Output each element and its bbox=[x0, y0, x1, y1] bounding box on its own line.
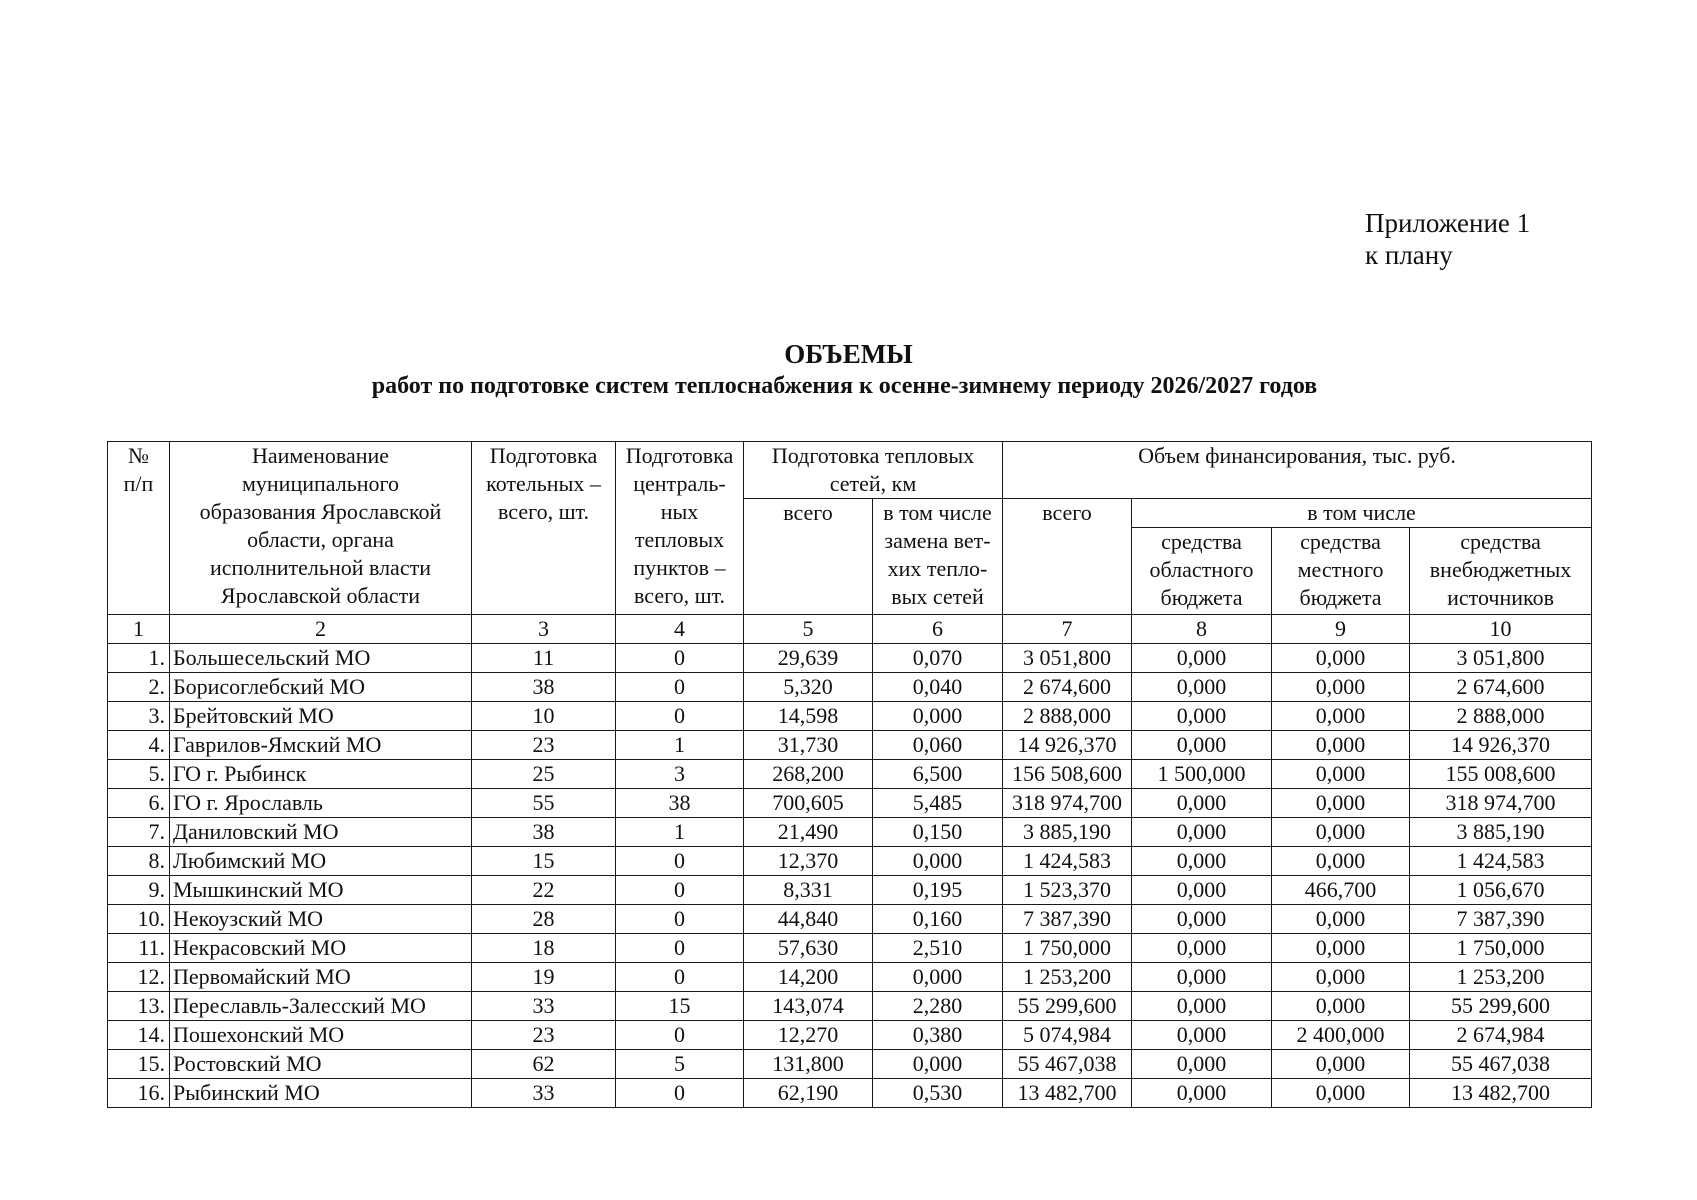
header-funding: Объем финансирования, тыс. руб. bbox=[1003, 442, 1592, 499]
column-number: 5 bbox=[744, 615, 873, 644]
networks-replacement-km: 0,160 bbox=[873, 905, 1003, 934]
networks-total-km: 700,605 bbox=[744, 789, 873, 818]
column-number: 2 bbox=[170, 615, 472, 644]
funding-regional: 0,000 bbox=[1132, 992, 1272, 1021]
funding-local: 0,000 bbox=[1272, 702, 1410, 731]
heat-points-count: 3 bbox=[616, 760, 744, 789]
boilers-count: 23 bbox=[472, 1021, 616, 1050]
header-local-budget: средства местного бюджета bbox=[1272, 528, 1410, 615]
table-body bbox=[108, 644, 1592, 1108]
funding-extrabudgetary: 2 888,000 bbox=[1410, 702, 1592, 731]
heat-points-count: 0 bbox=[616, 1021, 744, 1050]
table-row bbox=[108, 1021, 1592, 1050]
column-number: 7 bbox=[1003, 615, 1132, 644]
column-number: 8 bbox=[1132, 615, 1272, 644]
heat-points-count: 1 bbox=[616, 818, 744, 847]
networks-total-km: 12,370 bbox=[744, 847, 873, 876]
networks-total-km: 5,320 bbox=[744, 673, 873, 702]
funding-local: 0,000 bbox=[1272, 644, 1410, 673]
row-index: 13. bbox=[108, 992, 170, 1021]
networks-total-km: 14,598 bbox=[744, 702, 873, 731]
boilers-count: 62 bbox=[472, 1050, 616, 1079]
funding-regional: 0,000 bbox=[1132, 1079, 1272, 1108]
heat-points-count: 0 bbox=[616, 702, 744, 731]
municipality-name: Даниловский МО bbox=[170, 818, 472, 847]
funding-total: 1 523,370 bbox=[1003, 876, 1132, 905]
funding-extrabudgetary: 55 299,600 bbox=[1410, 992, 1592, 1021]
municipality-name: Рыбинский МО bbox=[170, 1079, 472, 1108]
header-heat-points: Подготовка централь- ных тепловых пунктов – всего, шт. bbox=[616, 442, 744, 615]
boilers-count: 33 bbox=[472, 992, 616, 1021]
municipality-name: ГО г. Ярославль bbox=[170, 789, 472, 818]
networks-replacement-km: 0,000 bbox=[873, 702, 1003, 731]
table-row bbox=[108, 876, 1592, 905]
table-row bbox=[108, 1050, 1592, 1079]
networks-total-km: 31,730 bbox=[744, 731, 873, 760]
funding-regional: 0,000 bbox=[1132, 963, 1272, 992]
header-funding-including: в том числе bbox=[1132, 499, 1592, 528]
row-index: 8. bbox=[108, 847, 170, 876]
row-index: 3. bbox=[108, 702, 170, 731]
heat-points-count: 38 bbox=[616, 789, 744, 818]
municipality-name: Любимский МО bbox=[170, 847, 472, 876]
boilers-count: 18 bbox=[472, 934, 616, 963]
column-number: 10 bbox=[1410, 615, 1592, 644]
networks-replacement-km: 0,530 bbox=[873, 1079, 1003, 1108]
table-row bbox=[108, 963, 1592, 992]
table-row bbox=[108, 702, 1592, 731]
funding-local: 0,000 bbox=[1272, 1079, 1410, 1108]
header-boilers: Подготовка котельных – всего, шт. bbox=[472, 442, 616, 615]
funding-extrabudgetary: 55 467,038 bbox=[1410, 1050, 1592, 1079]
boilers-count: 22 bbox=[472, 876, 616, 905]
funding-local: 0,000 bbox=[1272, 731, 1410, 760]
row-index: 9. bbox=[108, 876, 170, 905]
boilers-count: 28 bbox=[472, 905, 616, 934]
networks-total-km: 8,331 bbox=[744, 876, 873, 905]
funding-total: 2 888,000 bbox=[1003, 702, 1132, 731]
title-main: ОБЪЕМЫ bbox=[784, 339, 913, 369]
boilers-count: 55 bbox=[472, 789, 616, 818]
table-row bbox=[108, 992, 1592, 1021]
title-subtitle: работ по подготовке систем теплоснабжения к осенне-зимнему периоду 2026/2027 годов bbox=[371, 373, 1318, 399]
funding-extrabudgetary: 14 926,370 bbox=[1410, 731, 1592, 760]
table-row bbox=[108, 934, 1592, 963]
appendix-line-1: Приложение 1 bbox=[1365, 208, 1531, 238]
heat-points-count: 0 bbox=[616, 673, 744, 702]
boilers-count: 19 bbox=[472, 963, 616, 992]
networks-total-km: 131,800 bbox=[744, 1050, 873, 1079]
table-row bbox=[108, 1079, 1592, 1108]
appendix-note bbox=[1365, 207, 1530, 271]
row-index: 11. bbox=[108, 934, 170, 963]
funding-local: 0,000 bbox=[1272, 963, 1410, 992]
table-row bbox=[108, 731, 1592, 760]
funding-extrabudgetary: 1 253,200 bbox=[1410, 963, 1592, 992]
funding-extrabudgetary: 3 885,190 bbox=[1410, 818, 1592, 847]
networks-replacement-km: 5,485 bbox=[873, 789, 1003, 818]
column-number: 9 bbox=[1272, 615, 1410, 644]
funding-local: 0,000 bbox=[1272, 992, 1410, 1021]
funding-extrabudgetary: 13 482,700 bbox=[1410, 1079, 1592, 1108]
networks-replacement-km: 6,500 bbox=[873, 760, 1003, 789]
funding-regional: 0,000 bbox=[1132, 644, 1272, 673]
heat-points-count: 0 bbox=[616, 847, 744, 876]
heat-points-count: 1 bbox=[616, 731, 744, 760]
municipality-name: ГО г. Рыбинск bbox=[170, 760, 472, 789]
funding-local: 2 400,000 bbox=[1272, 1021, 1410, 1050]
header-networks-replacement: в том числе замена вет- хих тепло- вых сетей bbox=[873, 499, 1003, 615]
networks-replacement-km: 0,040 bbox=[873, 673, 1003, 702]
funding-extrabudgetary: 3 051,800 bbox=[1410, 644, 1592, 673]
funding-local: 0,000 bbox=[1272, 934, 1410, 963]
funding-regional: 0,000 bbox=[1132, 1021, 1272, 1050]
municipality-name: Гаврилов-Ямский МО bbox=[170, 731, 472, 760]
municipality-name: Пошехонский МО bbox=[170, 1021, 472, 1050]
table-row bbox=[108, 847, 1592, 876]
funding-regional: 0,000 bbox=[1132, 847, 1272, 876]
table-row bbox=[108, 673, 1592, 702]
header-number: № п/п bbox=[108, 442, 170, 615]
municipality-name: Некоузский МО bbox=[170, 905, 472, 934]
row-index: 10. bbox=[108, 905, 170, 934]
funding-local: 0,000 bbox=[1272, 905, 1410, 934]
funding-total: 1 253,200 bbox=[1003, 963, 1132, 992]
funding-regional: 1 500,000 bbox=[1132, 760, 1272, 789]
column-number: 4 bbox=[616, 615, 744, 644]
boilers-count: 11 bbox=[472, 644, 616, 673]
funding-regional: 0,000 bbox=[1132, 934, 1272, 963]
table-row bbox=[108, 818, 1592, 847]
header-networks-total: всего bbox=[744, 499, 873, 615]
row-index: 14. bbox=[108, 1021, 170, 1050]
funding-total: 156 508,600 bbox=[1003, 760, 1132, 789]
row-index: 5. bbox=[108, 760, 170, 789]
municipality-name: Борисоглебский МО bbox=[170, 673, 472, 702]
boilers-count: 25 bbox=[472, 760, 616, 789]
boilers-count: 38 bbox=[472, 673, 616, 702]
document-title bbox=[0, 338, 1697, 402]
heat-points-count: 0 bbox=[616, 934, 744, 963]
boilers-count: 33 bbox=[472, 1079, 616, 1108]
funding-total: 1 750,000 bbox=[1003, 934, 1132, 963]
funding-regional: 0,000 bbox=[1132, 702, 1272, 731]
municipality-name: Брейтовский МО bbox=[170, 702, 472, 731]
networks-replacement-km: 0,150 bbox=[873, 818, 1003, 847]
funding-total: 55 467,038 bbox=[1003, 1050, 1132, 1079]
funding-local: 0,000 bbox=[1272, 818, 1410, 847]
networks-replacement-km: 0,195 bbox=[873, 876, 1003, 905]
volumes-table bbox=[107, 441, 1592, 1108]
funding-total: 13 482,700 bbox=[1003, 1079, 1132, 1108]
header-networks: Подготовка тепловых сетей, км bbox=[744, 442, 1003, 499]
funding-local: 0,000 bbox=[1272, 789, 1410, 818]
networks-total-km: 21,490 bbox=[744, 818, 873, 847]
row-index: 16. bbox=[108, 1079, 170, 1108]
funding-total: 3 051,800 bbox=[1003, 644, 1132, 673]
table-row bbox=[108, 760, 1592, 789]
networks-total-km: 57,630 bbox=[744, 934, 873, 963]
table-row bbox=[108, 905, 1592, 934]
municipality-name: Ростовский МО bbox=[170, 1050, 472, 1079]
row-index: 12. bbox=[108, 963, 170, 992]
funding-regional: 0,000 bbox=[1132, 876, 1272, 905]
municipality-name: Мышкинский МО bbox=[170, 876, 472, 905]
funding-extrabudgetary: 2 674,600 bbox=[1410, 673, 1592, 702]
funding-regional: 0,000 bbox=[1132, 673, 1272, 702]
funding-extrabudgetary: 1 750,000 bbox=[1410, 934, 1592, 963]
funding-total: 7 387,390 bbox=[1003, 905, 1132, 934]
networks-total-km: 62,190 bbox=[744, 1079, 873, 1108]
networks-replacement-km: 2,510 bbox=[873, 934, 1003, 963]
networks-total-km: 44,840 bbox=[744, 905, 873, 934]
column-number: 6 bbox=[873, 615, 1003, 644]
networks-replacement-km: 0,000 bbox=[873, 1050, 1003, 1079]
funding-regional: 0,000 bbox=[1132, 731, 1272, 760]
funding-extrabudgetary: 1 056,670 bbox=[1410, 876, 1592, 905]
networks-replacement-km: 2,280 bbox=[873, 992, 1003, 1021]
header-funding-total: всего bbox=[1003, 499, 1132, 615]
funding-extrabudgetary: 1 424,583 bbox=[1410, 847, 1592, 876]
row-index: 2. bbox=[108, 673, 170, 702]
heat-points-count: 15 bbox=[616, 992, 744, 1021]
funding-total: 1 424,583 bbox=[1003, 847, 1132, 876]
funding-local: 0,000 bbox=[1272, 673, 1410, 702]
heat-points-count: 0 bbox=[616, 905, 744, 934]
row-index: 6. bbox=[108, 789, 170, 818]
column-number-row bbox=[108, 615, 1592, 644]
funding-extrabudgetary: 7 387,390 bbox=[1410, 905, 1592, 934]
funding-total: 14 926,370 bbox=[1003, 731, 1132, 760]
funding-extrabudgetary: 318 974,700 bbox=[1410, 789, 1592, 818]
funding-local: 0,000 bbox=[1272, 1050, 1410, 1079]
funding-regional: 0,000 bbox=[1132, 818, 1272, 847]
municipality-name: Некрасовский МО bbox=[170, 934, 472, 963]
funding-regional: 0,000 bbox=[1132, 789, 1272, 818]
networks-replacement-km: 0,060 bbox=[873, 731, 1003, 760]
municipality-name: Первомайский МО bbox=[170, 963, 472, 992]
funding-local: 466,700 bbox=[1272, 876, 1410, 905]
funding-regional: 0,000 bbox=[1132, 905, 1272, 934]
heat-points-count: 0 bbox=[616, 876, 744, 905]
boilers-count: 15 bbox=[472, 847, 616, 876]
networks-total-km: 268,200 bbox=[744, 760, 873, 789]
header-municipality: Наименование муниципального образования Ярославской области, органа исполнительной власти Ярославской области bbox=[170, 442, 472, 615]
networks-replacement-km: 0,000 bbox=[873, 847, 1003, 876]
funding-total: 5 074,984 bbox=[1003, 1021, 1132, 1050]
networks-total-km: 14,200 bbox=[744, 963, 873, 992]
boilers-count: 23 bbox=[472, 731, 616, 760]
heat-points-count: 0 bbox=[616, 644, 744, 673]
networks-replacement-km: 0,380 bbox=[873, 1021, 1003, 1050]
boilers-count: 38 bbox=[472, 818, 616, 847]
row-index: 1. bbox=[108, 644, 170, 673]
funding-local: 0,000 bbox=[1272, 760, 1410, 789]
networks-total-km: 29,639 bbox=[744, 644, 873, 673]
funding-total: 55 299,600 bbox=[1003, 992, 1132, 1021]
column-number: 1 bbox=[108, 615, 170, 644]
funding-regional: 0,000 bbox=[1132, 1050, 1272, 1079]
row-index: 7. bbox=[108, 818, 170, 847]
municipality-name: Переславль-Залесский МО bbox=[170, 992, 472, 1021]
column-number: 3 bbox=[472, 615, 616, 644]
networks-replacement-km: 0,070 bbox=[873, 644, 1003, 673]
header-extrabudgetary: средства внебюджетных источников bbox=[1410, 528, 1592, 615]
heat-points-count: 0 bbox=[616, 1079, 744, 1108]
row-index: 4. bbox=[108, 731, 170, 760]
municipality-name: Большесельский МО bbox=[170, 644, 472, 673]
table-row bbox=[108, 644, 1592, 673]
heat-points-count: 0 bbox=[616, 963, 744, 992]
funding-total: 3 885,190 bbox=[1003, 818, 1132, 847]
boilers-count: 10 bbox=[472, 702, 616, 731]
networks-total-km: 12,270 bbox=[744, 1021, 873, 1050]
funding-extrabudgetary: 2 674,984 bbox=[1410, 1021, 1592, 1050]
table-row bbox=[108, 789, 1592, 818]
heat-points-count: 5 bbox=[616, 1050, 744, 1079]
funding-extrabudgetary: 155 008,600 bbox=[1410, 760, 1592, 789]
networks-total-km: 143,074 bbox=[744, 992, 873, 1021]
funding-local: 0,000 bbox=[1272, 847, 1410, 876]
funding-total: 318 974,700 bbox=[1003, 789, 1132, 818]
row-index: 15. bbox=[108, 1050, 170, 1079]
header-regional-budget: средства областного бюджета bbox=[1132, 528, 1272, 615]
networks-replacement-km: 0,000 bbox=[873, 963, 1003, 992]
funding-total: 2 674,600 bbox=[1003, 673, 1132, 702]
appendix-line-2: к плану bbox=[1365, 240, 1453, 270]
